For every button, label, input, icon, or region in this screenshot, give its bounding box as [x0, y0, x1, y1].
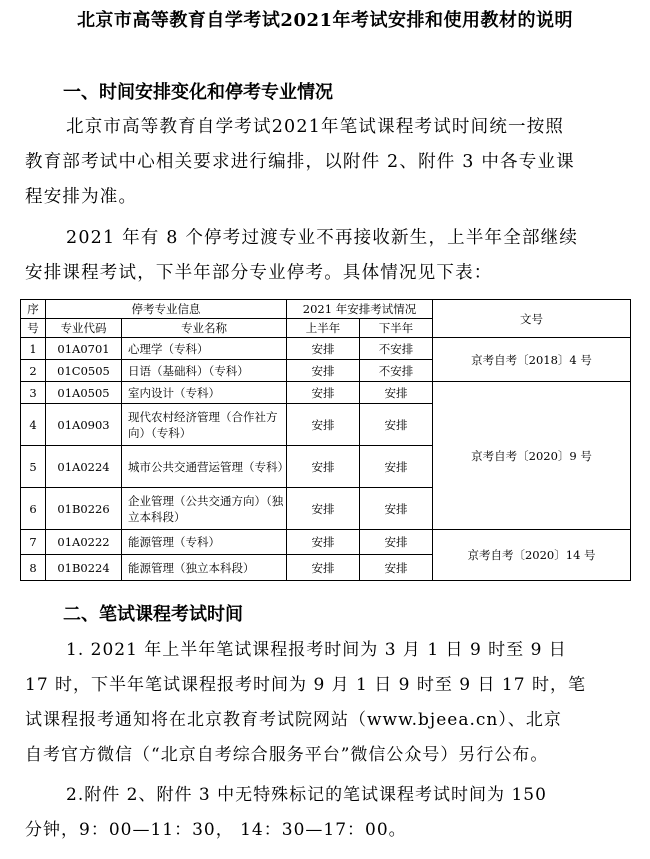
row-first-half: 安排: [287, 530, 360, 555]
document-title: 北京市高等教育自学考试2021年考试安排和使用教材的说明: [76, 10, 574, 31]
row-no: 8: [21, 555, 46, 581]
row-no: 3: [21, 382, 46, 404]
row-no: 1: [21, 338, 46, 360]
row-second-half: 不安排: [360, 338, 433, 360]
row-name: 心理学（专科）: [122, 338, 287, 360]
table-row: [21, 338, 631, 360]
header-doc-number: 文号: [433, 300, 631, 338]
header-first-half: 上半年: [287, 319, 360, 338]
row-name: 企业管理（公共交通方向）（独立本科段）: [122, 488, 287, 530]
row-second-half: 安排: [360, 446, 433, 488]
row-first-half: 安排: [287, 555, 360, 581]
row-second-half: 不安排: [360, 360, 433, 382]
section2-item2-line2: 分钟，9：00—11：30， 14：30—17：00。: [25, 820, 407, 840]
row-code: 01C0505: [46, 360, 122, 382]
row-code: 01A0505: [46, 382, 122, 404]
header-major-name: 专业名称: [122, 319, 287, 338]
row-no: 6: [21, 488, 46, 530]
row-doc-number: 京考自考〔2020〕9 号: [433, 382, 631, 530]
header-seq-bottom: 号: [21, 319, 46, 338]
row-second-half: 安排: [360, 555, 433, 581]
row-no: 7: [21, 530, 46, 555]
row-second-half: 安排: [360, 404, 433, 446]
row-no: 4: [21, 404, 46, 446]
row-first-half: 安排: [287, 404, 360, 446]
row-code: 01B0226: [46, 488, 122, 530]
row-name: 能源管理（独立本科段）: [122, 555, 287, 581]
row-doc-number: 京考自考〔2020〕14 号: [433, 530, 631, 581]
section1-heading: 一、时间安排变化和停考专业情况: [63, 82, 333, 103]
row-name: 城市公共交通营运管理（专科）: [122, 446, 287, 488]
row-no: 5: [21, 446, 46, 488]
section2-item1-line1: 1. 2021 年上半年笔试课程报考时间为 3 月 1 日 9 时至 9 日: [66, 640, 567, 660]
section1-para1-line1: 北京市高等教育自学考试2021年笔试课程考试时间统一按照: [66, 117, 565, 137]
header-major-info: 停考专业信息: [46, 300, 287, 319]
section1-para2-line1: 2021 年有 8 个停考过渡专业不再接收新生，上半年全部继续: [66, 228, 579, 248]
header-exam-plan: 2021 年安排考试情况: [287, 300, 433, 319]
row-second-half: 安排: [360, 530, 433, 555]
row-name: 现代农村经济管理（合作社方向）（专科）: [122, 404, 287, 446]
row-name: 日语（基础科）（专科）: [122, 360, 287, 382]
section2-item2-line1: 2.附件 2、附件 3 中无特殊标记的笔试课程考试时间为 150: [66, 785, 547, 805]
suspended-majors-table: [20, 299, 631, 581]
row-second-half: 安排: [360, 382, 433, 404]
row-code: 01B0224: [46, 555, 122, 581]
section2-item1-line3: 试课程报考通知将在北京教育考试院网站（www.bjeea.cn）、北京: [25, 710, 562, 730]
header-seq-top: 序: [21, 300, 46, 319]
table-header-row: [21, 300, 631, 319]
section2-item1-line4: 自考官方微信（“北京自考综合服务平台”微信公众号）另行公布。: [25, 745, 549, 765]
row-code: 01A0224: [46, 446, 122, 488]
row-first-half: 安排: [287, 446, 360, 488]
row-first-half: 安排: [287, 360, 360, 382]
row-code: 01A0222: [46, 530, 122, 555]
section1-para2-line2: 安排课程考试，下半年部分专业停考。具体情况见下表：: [25, 263, 493, 283]
row-code: 01A0701: [46, 338, 122, 360]
section2-item1-line2: 17 时，下半年笔试课程报考时间为 9 月 1 日 9 时至 9 日 17 时，笔: [25, 675, 586, 695]
section2-heading: 二、笔试课程考试时间: [63, 604, 243, 625]
row-first-half: 安排: [287, 488, 360, 530]
table-row: [21, 382, 631, 404]
header-second-half: 下半年: [360, 319, 433, 338]
row-no: 2: [21, 360, 46, 382]
row-first-half: 安排: [287, 382, 360, 404]
row-name: 能源管理（专科）: [122, 530, 287, 555]
header-major-code: 专业代码: [46, 319, 122, 338]
row-code: 01A0903: [46, 404, 122, 446]
row-name: 室内设计（专科）: [122, 382, 287, 404]
row-second-half: 安排: [360, 488, 433, 530]
row-first-half: 安排: [287, 338, 360, 360]
table-row: [21, 530, 631, 555]
section1-para1-line3: 程安排为准。: [25, 187, 138, 207]
row-doc-number: 京考自考〔2018〕4 号: [433, 338, 631, 382]
section1-para1-line2: 教育部考试中心相关要求进行编排，以附件 2、附件 3 中各专业课: [25, 152, 575, 172]
